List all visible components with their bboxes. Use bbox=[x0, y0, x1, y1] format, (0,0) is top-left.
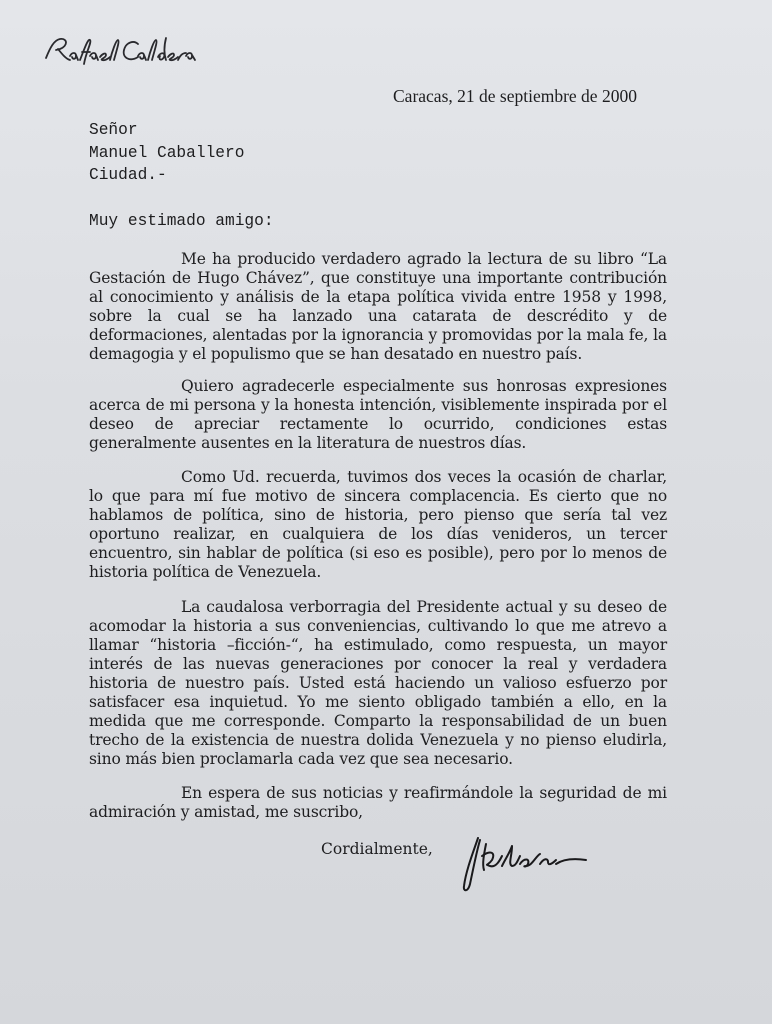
paragraph-3: Como Ud. recuerda, tuvimos dos veces la ocasión de charlar, lo que para mí fue motivo de sincera complacencia. Es cierto que no hablamos de política, sino de historia, pero pienso que sería tal vez oportuno realizar, en cualquiera de los días venideros, un tercer encuentro, sin hablar de política (si eso es posible), pero por lo menos de historia política de Venezuela. bbox=[89, 468, 667, 581]
recipient-title: Señor bbox=[89, 121, 138, 139]
handwritten-signature bbox=[456, 830, 591, 895]
salutation: Muy estimado amigo: bbox=[89, 212, 274, 230]
paragraph-4: La caudalosa verborragia del Presidente actual y su deseo de acomodar la historia a sus conveniencias, cultivando lo que me atrevo a llamar “historia –ficción-“, ha estimulado, como respuesta, un mayor interés de las nuevas generaciones por conocer la real y verdadera historia de nuestro país. Usted está haciendo un valioso esfuerzo por satisfacer esa inquietud. Yo me siento obligado también a ello, en la medida que me corresponde. Comparto la responsabilidad de un buen trecho de la existencia de nuestra dolida Venezuela y no pienso eludirla, sino más bien proclamarla cada vez que sea necesario. bbox=[89, 598, 667, 768]
paragraph-1: Me ha producido verdadero agrado la lectura de su libro “La Gestación de Hugo Chávez”, que constituye una importante contribución al conocimiento y análisis de la etapa política vivida entre 1958 y 1998, sobre la cual se ha lanzado una catarata de descrédito y de deformaciones, alentadas por la ignorancia y promovidas por la mala fe, la demagogia y el populismo que se han desatado en nuestro país. bbox=[89, 250, 667, 363]
letterhead-logo bbox=[40, 30, 210, 70]
recipient-city: Ciudad.- bbox=[89, 166, 167, 184]
letter-date: Caracas, 21 de septiembre de 2000 bbox=[393, 86, 637, 106]
recipient-name: Manuel Caballero bbox=[89, 144, 245, 162]
paragraph-5: En espera de sus noticias y reafirmándole la seguridad de mi admiración y amistad, me suscribo, bbox=[89, 784, 667, 821]
paragraph-2: Quiero agradecerle especialmente sus honrosas expresiones acerca de mi persona y la honesta intención, visiblemente inspirada por el deseo de apreciar rectamente lo ocurrido, condiciones estas generalmente ausentes en la literatura de nuestros días. bbox=[89, 377, 667, 452]
closing: Cordialmente, bbox=[321, 840, 433, 858]
